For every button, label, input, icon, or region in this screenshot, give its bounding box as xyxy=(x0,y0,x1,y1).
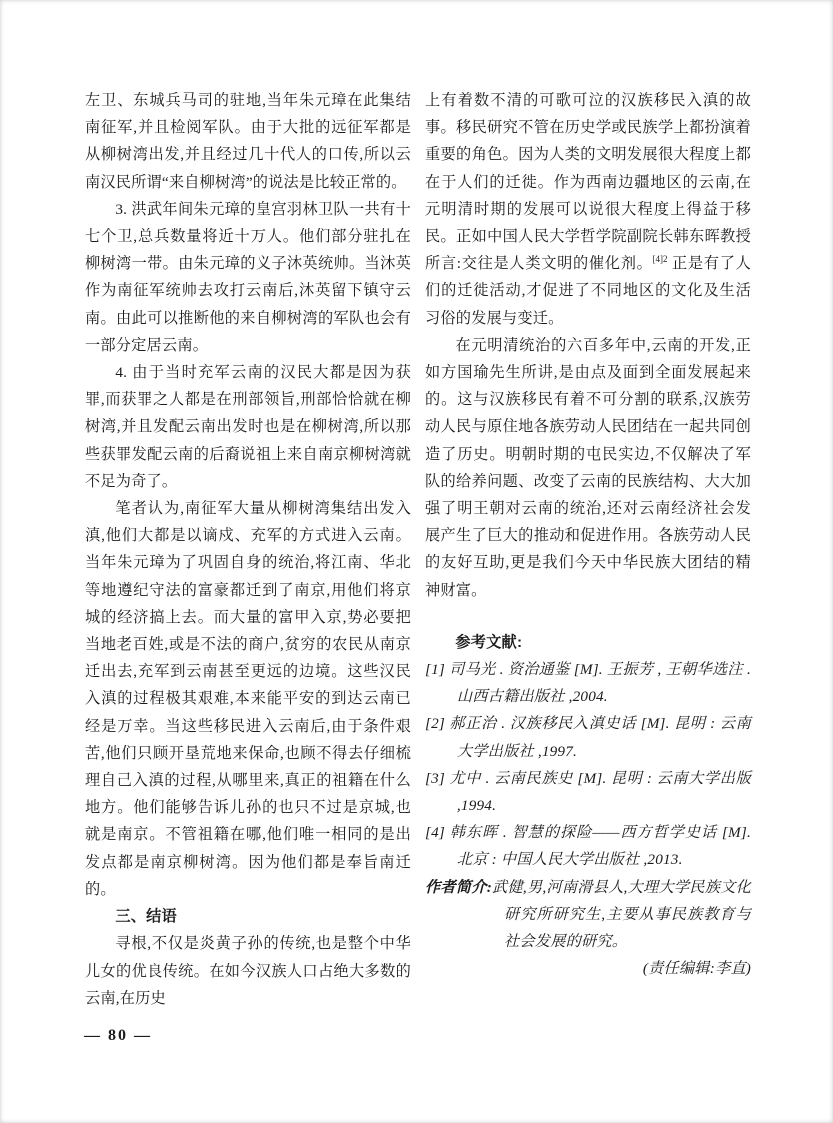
left-column xyxy=(85,87,411,1012)
reference-item-1: [1] 司马光 . 资治通鉴 [M]. 王振芳 , 王朝华选注 . 山西古籍出版社 ,2004. xyxy=(425,661,751,706)
references-section xyxy=(425,629,751,874)
references-heading: 参考文献: xyxy=(455,633,523,651)
reference-item-4: [4] 韩东晖 . 智慧的探险——西方哲学史话 [M]. 北京 : 中国人民大学出版社 ,2013. xyxy=(425,824,751,869)
responsible-editor: (责任编辑:李直) xyxy=(642,960,751,978)
page-number: — 80 — xyxy=(84,1027,152,1044)
paragraph-point-4: 4. 由于当时充军云南的汉民大都是因为获罪,而获罪之人都是在刑部领旨,刑部恰恰就在柳树湾,并且发配云南出发时也是在柳树湾,所以那些获罪发配云南的后裔说祖上来自南京柳树湾就不足为奇了。 xyxy=(85,364,411,490)
paragraph-author-view: 笔者认为,南征军大量从柳树湾集结出发入滇,他们大都是以谪戍、充军的方式进入云南。当年朱元璋为了巩固自身的统治,将江南、华北等地遵纪守法的富豪都迁到了南京,用他们将京城的经济搞上去。而大量的富甲入京,势必要把当地老百姓,或是不法的商户,贫穷的农民从南京迁出去,充军到云南甚至更远的边境。这些汉民入滇的过程极其艰难,本来能平安的到达云南已经是万幸。当这些移民进入云南后,由于条件艰苦,他们只顾开垦荒地来保命,也顾不得去仔细梳理自己入滇的过程,从哪里来,真正的祖籍在什么地方。他们能够告诉儿孙的也只不过是京城,也就是南京。不管祖籍在哪,他们唯一相同的是出发点都是南京柳树湾。因为他们都是奉旨南迁的。 xyxy=(85,500,411,898)
section-heading-conclusion: 三、结语 xyxy=(115,908,177,926)
author-bio-label: 作者简介: xyxy=(425,878,492,896)
text-before-citation: 上有着数不清的可歌可泣的汉族移民入滇的故事。移民研究不管在历史学或民族学上都扮演着重要的角色。因为人类的文明发展很大程度上都在于人们的迁徙。作为西南边疆地区的云南,在元明清时期的发展可以说很大程度上得益于移民。正如中国人民大学哲学院副院长韩东晖教授所言:交往是人类文明的催化剂。 xyxy=(425,92,751,273)
author-bio xyxy=(425,874,751,956)
paragraph-conclusion-start: 寻根,不仅是炎黄子孙的传统,也是整个中华儿女的优良传统。在如今汉族人口占绝大多数的云南,在历史 xyxy=(85,935,411,1007)
paragraph-point-3: 3. 洪武年间朱元璋的皇宫羽林卫队一共有十七个卫,总兵数量将近十万人。他们部分驻扎在柳树湾一带。由朱元璋的义子沐英统帅。当沐英作为南征军统帅去攻打云南后,沐英留下镇守云南。由此可以推断他的来自柳树湾的军队也会有一部分定居云南。 xyxy=(85,200,411,354)
author-bio-section xyxy=(425,874,751,983)
two-column-layout xyxy=(85,87,752,1012)
paragraph-continuation xyxy=(425,87,751,332)
citation-superscript: [4]2 xyxy=(652,254,668,265)
author-bio-text: 武健,男,河南滑县人,大理大学民族文化研究所研究生,主要从事民族教育与社会发展的研究。 xyxy=(491,878,751,951)
right-column xyxy=(425,87,751,1012)
reference-item-3: [3] 尤中 . 云南民族史 [M]. 昆明 : 云南大学出版 ,1994. xyxy=(425,769,751,815)
reference-item-2: [2] 郝正治 . 汉族移民入滇史话 [M]. 昆明 : 云南大学出版社 ,1997. xyxy=(425,715,751,760)
text-after-citation: 正是有了人们的迁徙活动,才促进了不同地区的文化及生活习俗的发展与变迁。 xyxy=(425,255,751,327)
paragraph-continuation: 左卫、东城兵马司的驻地,当年朱元璋在此集结南征军,并且检阅军队。由于大批的远征军都是从柳树湾出发,并且经过几十代人的口传,所以云南汉民所谓“来自柳树湾”的说法是比较正常的。 xyxy=(85,92,411,191)
paragraph-yuanmingqing: 在元明清统治的六百多年中,云南的开发,正如方国瑜先生所讲,是由点及面到全面发展起来的。这与汉族移民有着不可分割的联系,汉族劳动人民与原住地各族劳动人民团结在一起共同创造了历史。明朝时期的屯民实边,不仅解决了军队的给养问题、改变了云南的民族结构、大大加强了明王朝对云南的统治,还对云南经济社会发展产生了巨大的推动和促进作用。各族劳动人民的友好互助,更是我们今天中华民族大团结的精神财富。 xyxy=(425,336,751,599)
